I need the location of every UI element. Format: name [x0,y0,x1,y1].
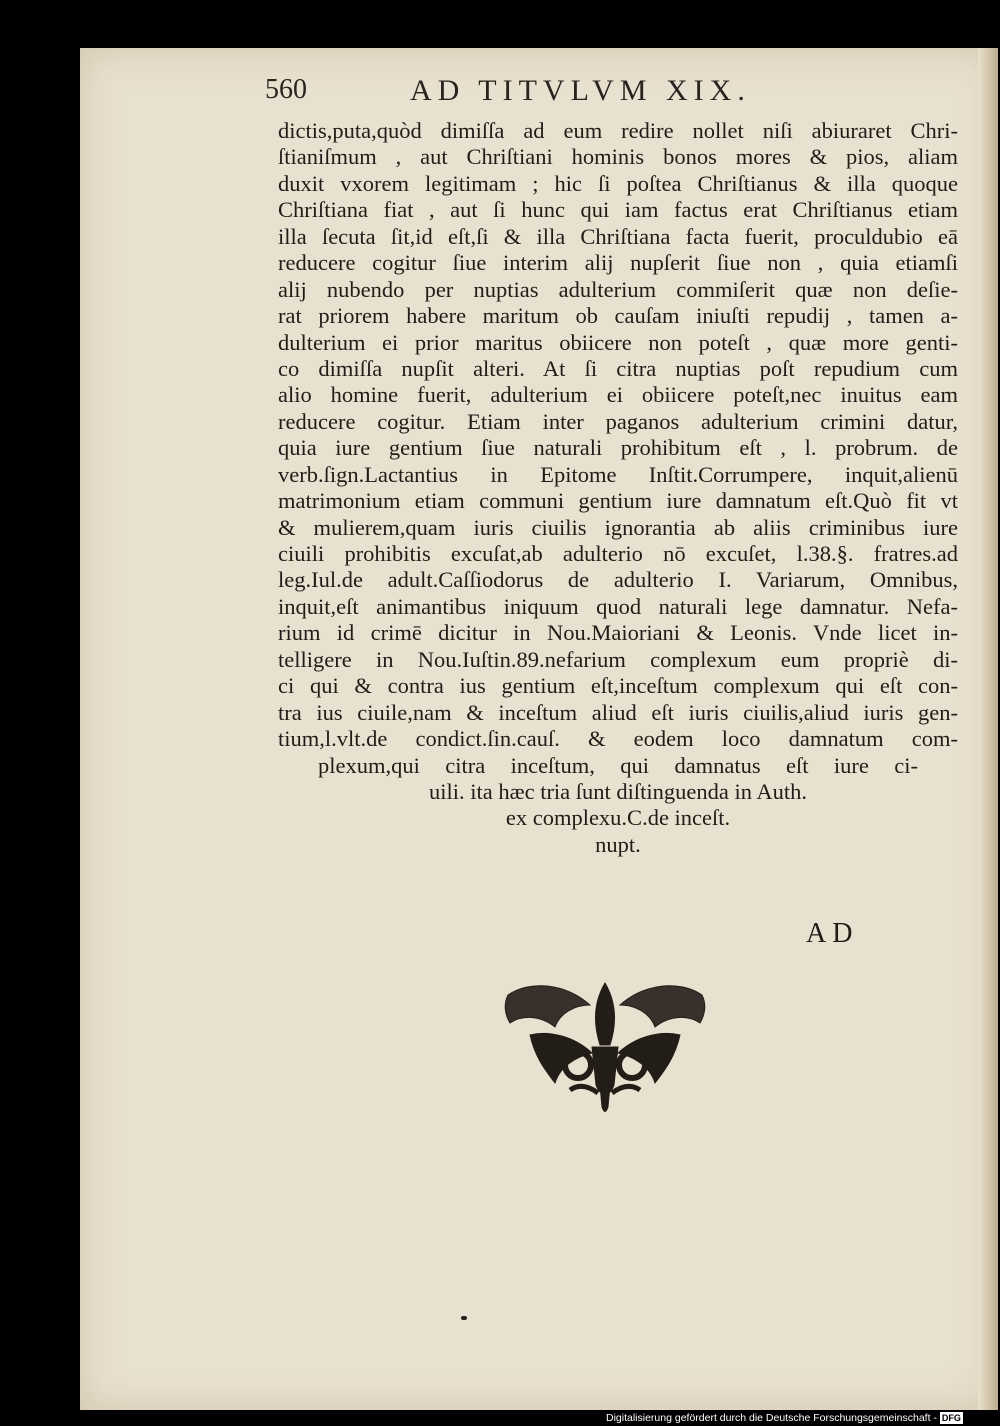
text-line: uili. ita hæc tria ſunt diſtinguenda in Auth. [428,778,808,804]
text-line: leg.Iul.de adult.Caſſiodorus de adulterio I. Variarum, Omnibus, [278,567,958,593]
floral-ornament-icon [500,975,710,1115]
text-line: ſtianiſmum , aut Chriſtiani hominis bonos mores & pios, aliam [278,144,958,170]
ink-speck [461,1316,467,1320]
text-line: duxit vxorem legitimam ; hic ſi poſtea Chriſtianus & illa quoque [278,170,958,196]
running-title: AD TITVLVM XIX. [410,74,751,107]
text-line: inquit,eſt animantibus iniquum quod naturali lege damnatur. Nefa- [278,593,958,619]
footer-attribution [606,1410,1000,1426]
text-line: alij nubendo per nuptias adulterium commiſerit quæ non deſie- [278,276,958,302]
text-line: reducere cogitur ſiue interim alij nupſerit ſiue non , quia etiamſi [278,250,958,276]
text-line: tium,l.vlt.de condict.ſin.cauſ. & eodem loco damnatum com- [278,726,958,752]
page-number: 560 [265,74,307,105]
text-line: quia iure gentium ſiue naturali prohibitum eſt , l. probrum. de [278,435,958,461]
text-line: Chriſtiana fiat , aut ſi hunc qui iam factus erat Chriſtianus etiam [278,197,958,223]
text-line: & mulierem,quam iuris ciuilis ignorantia ab aliis criminibus iure [278,514,958,540]
footer-text: Digitalisierung gefördert durch die Deutsche Forschungsgemeinschaft - [606,1412,937,1424]
body-text [278,118,958,858]
text-line: telligere in Nou.Iuſtin.89.nefarium complexum eum propriè di- [278,646,958,672]
text-line: matrimonium etiam communi gentium iure damnatum eſt.Quò fit vt [278,488,958,514]
page-header [0,74,1000,114]
text-line: dulterium ei prior maritus obiicere non poteſt , quæ more genti- [278,329,958,355]
catchword: AD [806,918,859,949]
text-line: nupt. [595,831,641,857]
text-line: plexum,qui citra inceſtum, qui damnatus eſt iure ci- [318,752,918,778]
text-line: illa ſecuta ſit,id eſt,ſi & illa Chriſtiana facta fuerit, proculdubio eā [278,223,958,249]
text-line: co dimiſſa nupſit alteri. At ſi citra nuptias poſt repudium cum [278,355,958,381]
text-line: ex complexu.C.de inceſt. [505,805,731,831]
text-line: rium id crimē dicitur in Nou.Maioriani & Leonis. Vnde licet in- [278,620,958,646]
text-line: verb.ſign.Lactantius in Epitome Inſtit.Corrumpere, inquit,alienū [278,461,958,487]
text-line: alio homine fuerit, adulterium ei obiicere poteſt,nec inuitus eam [278,382,958,408]
text-line: ciuili prohibitis excuſat,ab adulterio nō excuſet, l.38.§. fratres.ad [278,541,958,566]
text-line: rat priorem habere maritum ob cauſam iniuſti repudij , tamen a- [278,303,958,329]
text-line: tra ius ciuile,nam & inceſtum aliud eſt iuris ciuilis,aliud iuris gen- [278,699,958,725]
text-line: dictis,puta,quòd dimiſſa ad eum redire nollet niſi abiuraret Chri- [278,118,958,143]
text-line: ci qui & contra ius gentium eſt,inceſtum complexum qui eſt con- [278,673,958,699]
text-line: reducere cogitur. Etiam inter paganos adulterium crimini datur, [278,408,958,434]
dfg-logo: DFG [941,1413,961,1423]
page-edge [978,48,998,1410]
